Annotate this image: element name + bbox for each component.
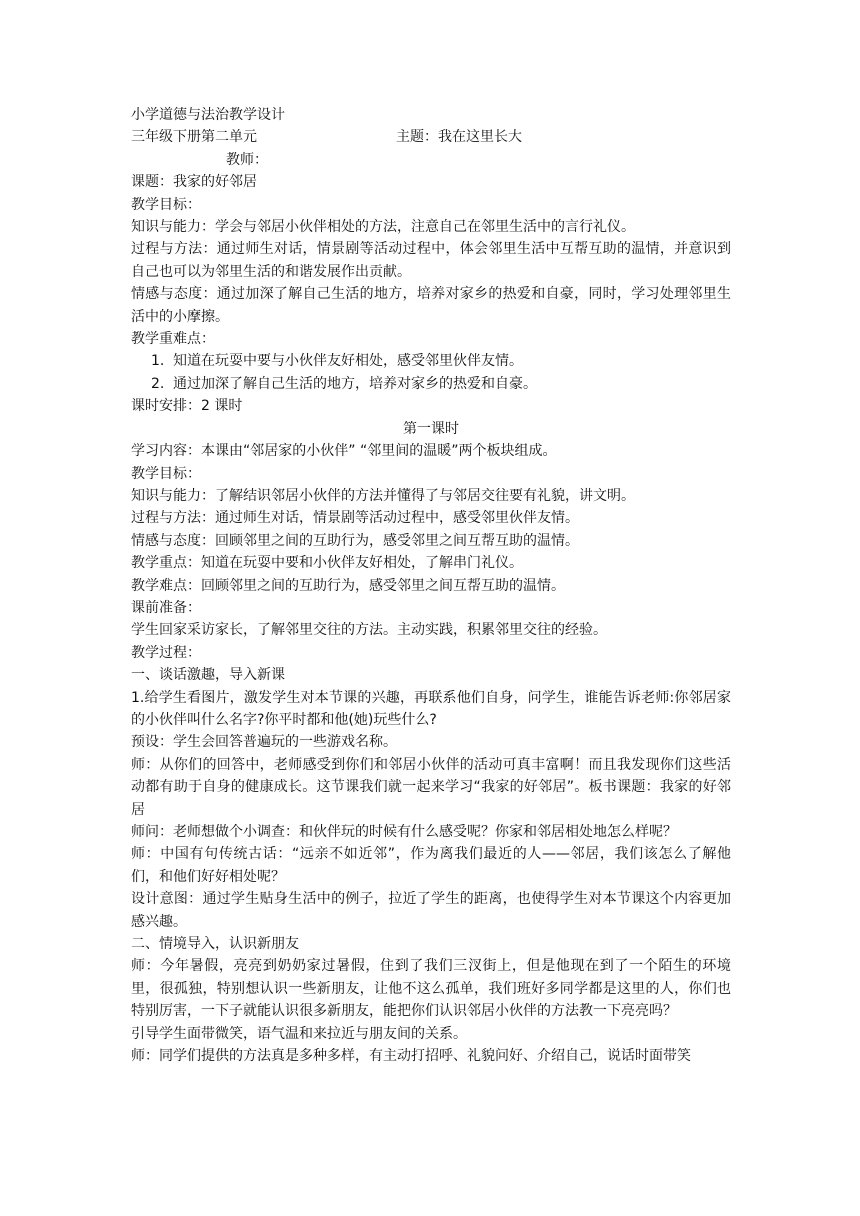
key-point-number: 2. — [151, 375, 165, 392]
key-point-item — [131, 350, 731, 372]
goal-emotion: 情感与态度：通过加深了解自己生活的地方，培养对家乡的热爱和自豪，同时，学习处理邻里生活中的小摩擦。 — [131, 286, 731, 325]
step-2-paragraph: 师：同学们提供的方法真是多种多样，有主动打招呼、礼貌问好、介绍自己，说话时面带笑 — [131, 1048, 691, 1065]
key-point-text: 通过加深了解自己生活的地方，培养对家乡的热爱和自豪。 — [173, 375, 537, 392]
prep-text: 学生回家采访家长，了解邻里交往的方法。主动实践，积累邻里交往的经验。 — [131, 622, 607, 639]
prep-heading: 课前准备： — [131, 599, 201, 616]
goals-heading: 教学目标： — [131, 196, 201, 213]
step-2-heading: 二、情境导入，认识新朋友 — [131, 936, 299, 953]
period-goal-emotion: 情感与态度：回顾邻里之间的互助行为，感受邻里之间互帮互助的温情。 — [131, 532, 579, 549]
goal-knowledge: 知识与能力：学会与邻居小伙伴相处的方法，注意自己在邻里生活中的言行礼仪。 — [131, 219, 635, 236]
document-page — [131, 104, 731, 1067]
theme: 主题：我在这里长大 — [396, 129, 522, 146]
lesson-title: 课题：我家的好邻居 — [131, 174, 257, 191]
grade-unit: 三年级下册第二单元 — [131, 129, 257, 146]
step-2-paragraph: 引导学生面带微笑，语气温和来拉近与朋友间的关系。 — [131, 1025, 467, 1042]
key-point-number: 1. — [151, 353, 165, 370]
key-point-text: 知道在玩耍中要与小伙伴友好相处，感受邻里伙伴友情。 — [173, 353, 523, 370]
period-goal-process: 过程与方法：通过师生对话，情景剧等活动过程中，感受邻里伙伴友情。 — [131, 510, 579, 527]
goal-process: 过程与方法：通过师生对话，情景剧等活动过程中，体会邻里生活中互帮互助的温情，并意识到自己也可以为邻里生活的和谐发展作出贡献。 — [131, 241, 731, 280]
step-2-paragraph: 师：今年暑假，亮亮到奶奶家过暑假，住到了我们三汊街上，但是他现在到了一个陌生的环境里，很孤独，特别想认识一些新朋友，让他不这么孤单，我们班好多同学都是这里的人，你们也特别厉害，一下子就能认识很多新朋友，能把你们认识邻居小伙伴的方法教一下亮亮吗？ — [131, 958, 731, 1020]
step-1-paragraph: 师：中国有句传统古话：“远亲不如近邻”，作为离我们最近的人——邻居，我们该怎么了解他们，和他们好好相处呢？ — [131, 846, 731, 885]
step-1-paragraph: 1.给学生看图片，激发学生对本节课的兴趣，再联系他们自身，问学生，谁能告诉老师:你邻居家的小伙伴叫什么名字?你平时都和他(她)玩些什么? — [131, 689, 731, 728]
teaching-key: 教学重点：知道在玩耍中要和小伙伴友好相处，了解串门礼仪。 — [131, 555, 523, 572]
key-point-item — [131, 373, 731, 395]
step-1-paragraph: 师问：老师想做个小调查：和伙伴玩的时候有什么感受呢？你家和邻居相处地怎么样呢？ — [131, 824, 677, 840]
teaching-difficulty: 教学难点：回顾邻里之间的互助行为，感受邻里之间互帮互助的温情。 — [131, 577, 565, 594]
step-1-paragraph: 预设：学生会回答普遍玩的一些游戏名称。 — [131, 734, 397, 751]
period-goal-knowledge: 知识与能力：了解结识邻居小伙伴的方法并懂得了与邻居交往要有礼貌，讲文明。 — [131, 487, 635, 504]
teacher-label: 教师： — [226, 151, 268, 168]
goals-heading-2: 教学目标： — [131, 465, 201, 482]
step-1-heading: 一、谈话激趣，导入新课 — [131, 667, 285, 684]
schedule: 课时安排：2 课时 — [131, 398, 243, 415]
key-points-heading: 教学重难点： — [131, 331, 215, 348]
step-1-paragraph: 师：从你们的回答中，老师感受到你们和邻居小伙伴的活动可真丰富啊！而且我发现你们这些活动都有助于自身的健康成长。这节课我们就一起来学习“我家的好邻居”。板书课题：我家的好邻居 — [131, 756, 731, 818]
process-heading: 教学过程： — [131, 644, 201, 661]
step-1-design-intent: 设计意图：通过学生贴身生活中的例子，拉近了学生的距离，也使得学生对本节课这个内容更加感兴趣。 — [131, 891, 731, 930]
grade-theme-row — [131, 126, 731, 148]
learning-content: 学习内容：本课由“邻居家的小伙伴” “邻里间的温暖”两个板块组成。 — [131, 443, 557, 460]
period-heading: 第一课时 — [403, 420, 459, 437]
doc-title: 小学道德与法治教学设计 — [131, 107, 285, 123]
